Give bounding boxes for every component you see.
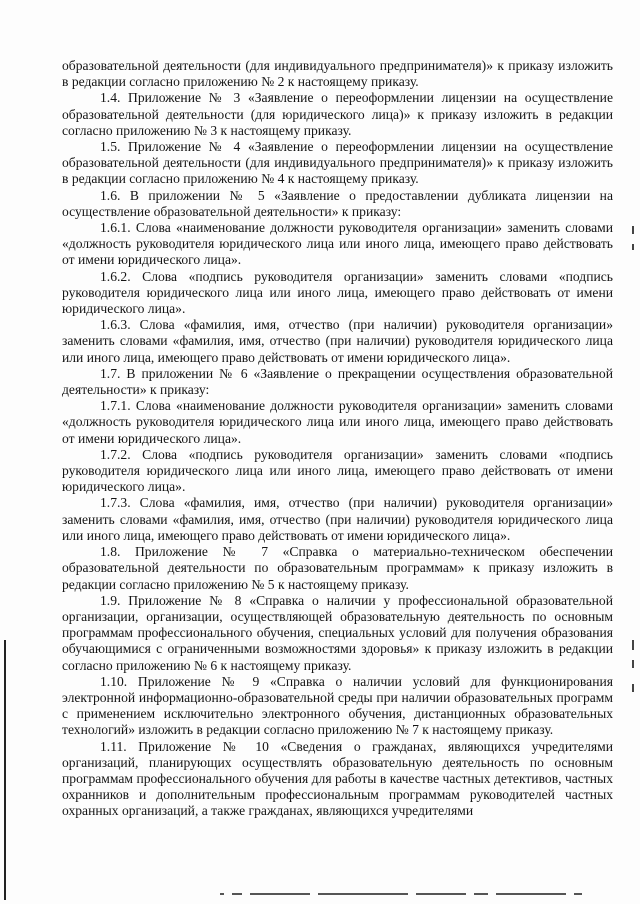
document-body xyxy=(62,58,613,820)
paragraph-1-7: 1.7. В приложении № 6 «Заявление о прекращении осуществления образовательной деятельности» к приказу: xyxy=(62,365,613,398)
paragraph-1-6-3: 1.6.3. Слова «фамилия, имя, отчество (при наличии) руководителя организации» заменить словами «фамилия, имя, отчество (при наличии) руководителя юридического лица или иного лица, имеющего право действовать от имени юридического лица». xyxy=(62,317,613,365)
scan-mark xyxy=(632,640,634,650)
paragraph-1-4: 1.4. Приложение № 3 «Заявление о переоформлении лицензии на осуществление образовательной деятельности (для юридического лица)» к приказу изложить в редакции согласно приложению № 3 к настоящему приказу. xyxy=(62,90,613,138)
scan-edge-marks xyxy=(628,0,634,904)
paragraph-1-11: 1.11. Приложение № 10 «Сведения о гражданах, являющихся учредителями организаций, планирующих осуществлять образовательную деятельность по основным программам профессионального обучения для работы в качестве частных детективов, частных охранников и дополнительным профессиональным программам руководителей частных охранных организаций, а также гражданах, являющихся учредителями xyxy=(62,738,613,819)
scan-mark xyxy=(632,660,634,668)
paragraph-1-6-2: 1.6.2. Слова «подпись руководителя организации» заменить словами «подпись руководителя юридического лица или иного лица, имеющего право действовать от имени юридического лица». xyxy=(62,268,613,317)
paragraph-1-7-2: 1.7.2. Слова «подпись руководителя организации» заменить словами «подпись руководителя юридического лица или иного лица, имеющего право действовать от имени юридического лица». xyxy=(62,446,613,495)
paragraph-1-8: 1.8. Приложение № 7 «Справка о материально-техническом обеспечении образовательной деятельности по образовательным программам» к приказу изложить в редакции согласно приложению № 5 к настоящему приказу. xyxy=(62,544,613,592)
paragraph-1-7-1: 1.7.1. Слова «наименование должности руководителя организации» заменить словами «должность руководителя юридического лица или иного лица, имеющего право действовать от имени юридического лица». xyxy=(62,398,613,446)
paragraph-continuation: образовательной деятельности (для индивидуального предпринимателя)» к приказу изложить в редакции согласно приложению № 2 к настоящему приказу. xyxy=(62,58,613,90)
paragraph-1-6: 1.6. В приложении № 5 «Заявление о предоставлении дубликата лицензии на осуществление образовательной деятельности» к приказу: xyxy=(62,187,613,219)
scan-left-edge xyxy=(4,640,6,900)
scan-mark xyxy=(632,244,634,250)
paragraph-1-9: 1.9. Приложение № 8 «Справка о наличии у профессиональной образовательной организации, организации, осуществляющей образовательную деятельность по основным программам профессионального обучения, специальных условий для получения образования обучающимися с ограниченными возможностями здоровья» к приказу изложить в редакции согласно приложению № 6 к настоящему приказу. xyxy=(62,592,613,673)
scan-bottom-artifacts xyxy=(220,893,620,896)
scan-mark xyxy=(632,684,634,692)
paragraph-1-6-1: 1.6.1. Слова «наименование должности руководителя организации» заменить словами «должность руководителя юридического лица или иного лица, имеющего право действовать от имени юридического лица». xyxy=(62,220,613,268)
scan-mark xyxy=(632,226,634,234)
paragraph-1-10: 1.10. Приложение № 9 «Справка о наличии условий для функционирования электронной информационно-образовательной среды при наличии образовательных программ с применением исключительно электронного обучения, дистанционных образовательных технологий» изложить в редакции согласно приложению № 7 к настоящему приказу. xyxy=(62,673,613,738)
paragraph-1-7-3: 1.7.3. Слова «фамилия, имя, отчество (при наличии) руководителя организации» заменить словами «фамилия, имя, отчество (при наличии) руководителя юридического лица или иного лица, имеющего право действовать от имени юридического лица». xyxy=(62,495,613,543)
paragraph-1-5: 1.5. Приложение № 4 «Заявление о переоформлении лицензии на осуществление образовательной деятельности (для индивидуального предпринимателя)» к приказу изложить в редакции согласно приложению № 4 к настоящему приказу. xyxy=(62,139,613,187)
